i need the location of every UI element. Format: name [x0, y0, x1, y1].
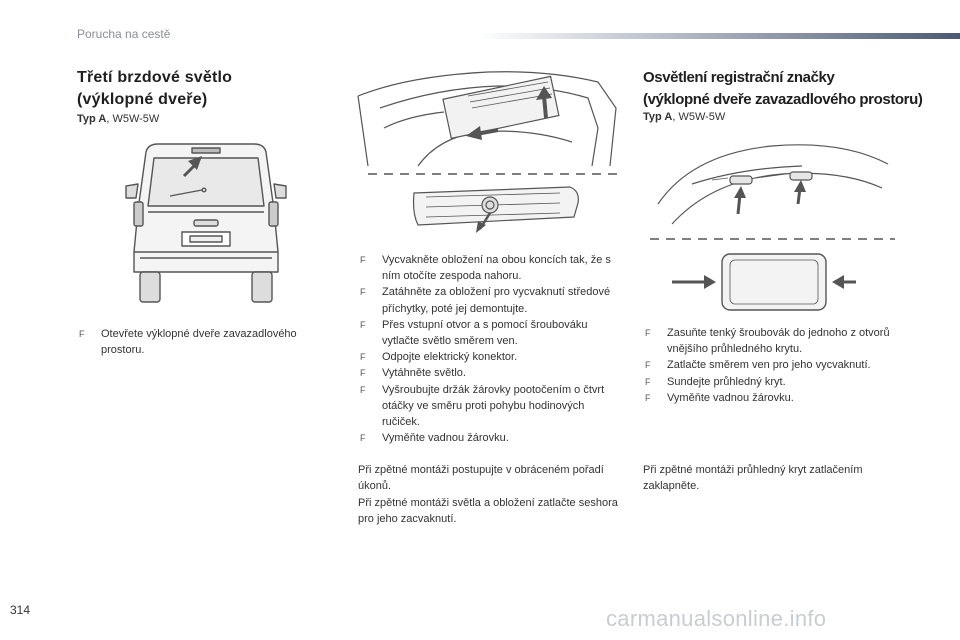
bullet-glyph: F [360, 319, 366, 330]
tailgate-trim-illustration [348, 68, 628, 168]
right-section-title [643, 67, 922, 111]
list-item: F Zatáhněte za obložení pro vycvaknutí středové příchytky, poté jej demontujte. [360, 286, 611, 315]
bullet-glyph: F [360, 384, 366, 395]
list-item: F Zasuňte tenký šroubovák do jednoho z otvorů vnějšího průhledného krytu. [645, 327, 890, 356]
right-title-line2: (výklopné dveře zavazadlového prostoru) [643, 91, 923, 108]
list-item: F Vyšroubujte držák žárovky pootočením o čtvrt otáčky ve směru proti pohybu hodinových ručiček. [360, 383, 605, 429]
section-header-title: Porucha na cestě [77, 27, 171, 41]
right-type-value: , W5W-5W [672, 111, 726, 123]
van-rear-illustration [118, 140, 294, 306]
list-item: F Vyměňte vadnou žárovku. [358, 430, 623, 446]
left-title-line2: (výklopné dveře) [77, 91, 208, 108]
list-item: F Odpojte elektrický konektor. [358, 349, 623, 365]
middle-reassembly-note [358, 462, 623, 527]
bullet-glyph: F [645, 376, 651, 387]
plate-light-cover-illustration [666, 248, 861, 318]
list-item: F Sundejte průhledný kryt. [643, 374, 905, 390]
dashed-separator-middle [368, 172, 618, 176]
right-title-line1: Osvětlení registrační značky [643, 69, 835, 86]
header-gradient-bar [478, 33, 960, 39]
middle-bullet-list [358, 252, 623, 446]
right-bulb-type [643, 111, 725, 123]
middle-paragraph-2: Při zpětné montáži světla a obložení zatlačte seshora pro jeho zacvaknutí. [358, 496, 618, 525]
bullet-glyph: F [360, 255, 366, 265]
bullet-glyph: F [360, 433, 366, 444]
left-type-label: Typ A [77, 113, 107, 125]
right-bullet-list [643, 325, 905, 406]
bullet-glyph: F [79, 329, 85, 339]
right-paragraph: Při zpětné montáži průhledný kryt zatlačením zaklapněte. [643, 464, 863, 493]
bullet-glyph: F [645, 328, 651, 338]
list-item: F Otevřete výklopné dveře zavazadlového prostoru. [79, 328, 297, 357]
left-bullet-list [77, 326, 327, 358]
bullet-glyph: F [360, 287, 366, 298]
bullet-glyph: F [645, 360, 651, 371]
left-type-value: , W5W-5W [106, 113, 160, 125]
middle-paragraph-1: Při zpětné montáži postupujte v obráceném pořadí úkonů. [358, 464, 604, 493]
list-item: F Vycvakněte obložení na obou koncích tak, že s ním otočíte zespoda nahoru. [360, 254, 611, 283]
page-number: 314 [10, 603, 31, 617]
right-reassembly-note [643, 462, 905, 495]
dashed-separator-right [650, 237, 895, 241]
left-section-title [77, 67, 232, 111]
list-item: F Zatlačte směrem ven pro jeho vycvaknutí. [643, 357, 905, 373]
watermark-text: carmanualsonline.info [606, 606, 827, 631]
list-item: F Vyměňte vadnou žárovku. [643, 390, 905, 406]
list-item: F Vytáhněte světlo. [358, 365, 623, 381]
bullet-glyph: F [645, 392, 651, 403]
list-item: F Přes vstupní otvor a s pomocí šroubováku vytlačte světlo směrem ven. [360, 318, 588, 348]
left-title-line1: Třetí brzdové světlo [77, 69, 233, 86]
brake-light-unit-illustration [410, 183, 585, 233]
bullet-glyph: F [360, 352, 366, 363]
bullet-glyph: F [360, 368, 366, 379]
right-type-label: Typ A [643, 111, 673, 123]
left-bulb-type [77, 113, 159, 125]
plate-light-location-illustration [652, 134, 897, 234]
